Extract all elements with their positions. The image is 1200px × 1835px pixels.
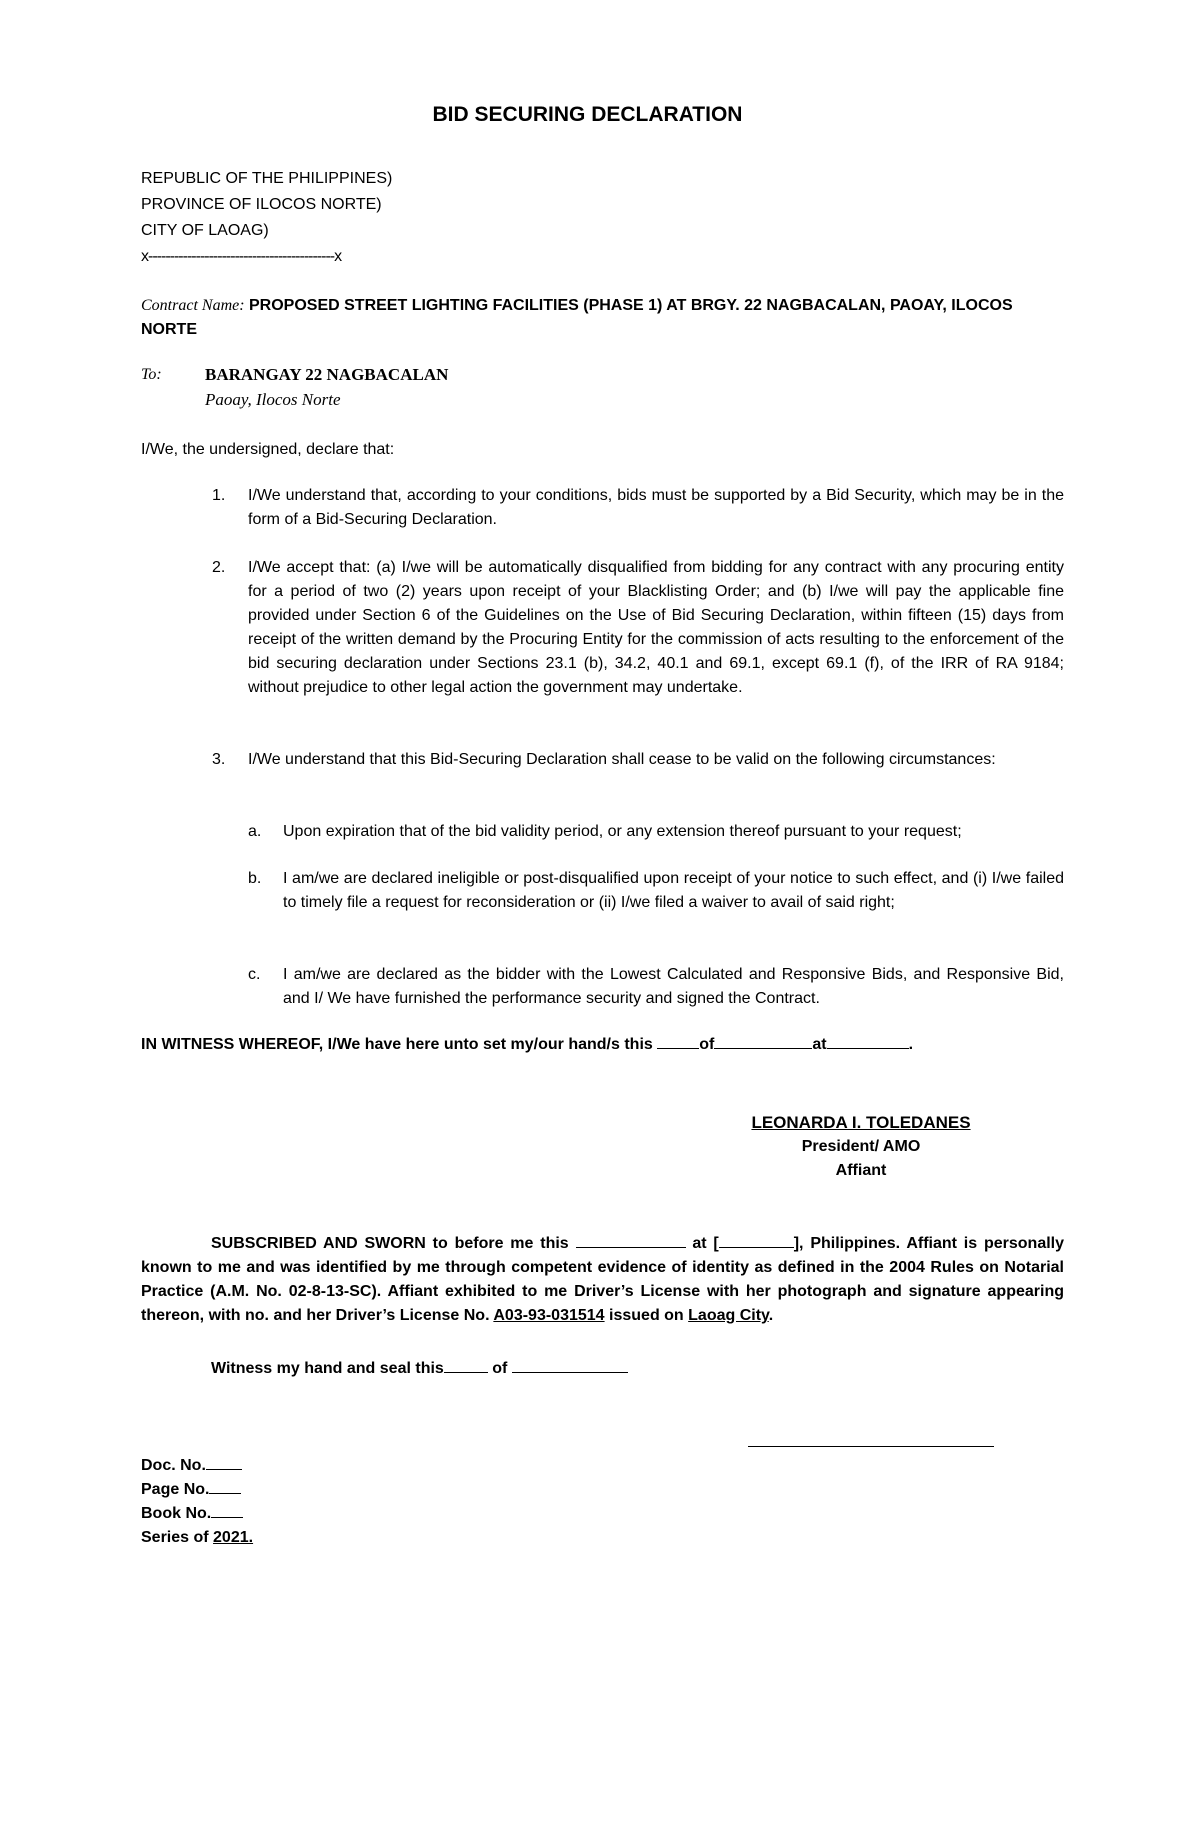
seal-of: of [492,1360,508,1377]
witness-of: of [699,1036,715,1053]
jurat-place-blank[interactable] [719,1232,794,1248]
notary-signature-line [748,1446,994,1447]
doc-number [141,1454,242,1478]
witness-clause [141,1033,913,1057]
jurat-text: SUBSCRIBED AND SWORN to before me this [211,1235,576,1252]
affiant-name: LEONARDA I. TOLEDANES [751,1113,971,1132]
contract-value: PROPOSED STREET LIGHTING FACILITIES (PHASE 1) AT BRGY. 22 NAGBACALAN, PAOAY, ILOCOS NORTE [141,297,1013,338]
item-number: 3. [212,751,226,768]
series-year: 2021. [213,1529,254,1546]
page-number-blank[interactable] [209,1478,241,1494]
seal-day-blank[interactable] [444,1357,488,1373]
place-blank[interactable] [827,1033,909,1049]
jurat-paragraph [141,1232,1064,1328]
book-number-label: Book No. [141,1505,212,1522]
document-title: BID SECURING DECLARATION [432,103,743,126]
list-item: I/We understand that this Bid-Securing Declaration shall cease to be valid on the following circumstances: [248,751,996,768]
license-number: A03-93-031514 [493,1307,605,1324]
series-label: Series of [141,1529,214,1546]
doc-number-blank[interactable] [206,1454,242,1470]
affiant-role: Affiant [835,1162,887,1179]
subitem-label: a. [248,823,262,840]
to-label: To: [141,366,162,383]
subitem: I am/we are declared as the bidder with the Lowest Calculated and Responsive Bids, and Responsive Bid, and I/ We have furnished the performance security and signed the Contract. [283,966,1064,1007]
witness-end: . [908,1036,914,1053]
header-country: REPUBLIC OF THE PHILIPPINES) [141,170,393,187]
header-divider: x-------------------------------------------x [141,248,342,265]
item-number: 1. [212,487,226,504]
jurat-date-blank[interactable] [576,1232,686,1248]
subitem-label: b. [248,870,262,887]
header-province: PROVINCE OF ILOCOS NORTE) [141,196,382,213]
day-blank[interactable] [657,1033,699,1049]
book-number [141,1502,243,1526]
page-number-label: Page No. [141,1481,210,1498]
series [141,1526,253,1550]
item-number: 2. [212,559,226,576]
jurat-text: issued on [604,1307,689,1324]
jurat-text: . [768,1307,774,1324]
subitem: I am/we are declared ineligible or post-disqualified upon receipt of your notice to such effect, and (i) I/we failed to timely file a request for reconsideration or (ii) I/we filed a waiver to avail of said right; [283,870,1064,911]
month-blank[interactable] [714,1033,812,1049]
seal-text: Witness my hand and seal this [211,1360,444,1377]
list-item: I/We understand that, according to your conditions, bids must be supported by a Bid Security, which may be in the form of a Bid-Securing Declaration. [248,487,1064,528]
witness-text: IN WITNESS WHEREOF, I/We have here unto set my/our hand/s this [141,1036,658,1053]
book-number-blank[interactable] [211,1502,243,1518]
subitem-label: c. [248,966,261,983]
contract-name [141,294,1064,342]
recipient-address: Paoay, Ilocos Norte [205,390,341,409]
seal-month-blank[interactable] [512,1357,628,1373]
affiant-title: President/ AMO [801,1138,921,1155]
seal-line [211,1357,628,1381]
witness-at: at [812,1036,827,1053]
recipient-name: BARANGAY 22 NAGBACALAN [205,365,449,384]
page-number [141,1478,241,1502]
jurat-text: ], Philippines. Affiant is personally known to me and was identified by me through competent evidence of identity as defined in the 2004 Rules on Notarial Practice (A.M. No. 02-8-13-SC). Affiant exhibited to me Driver’s License with her photograph and signature appearing thereon, with no. and her Driver’s License No. [141,1235,1065,1324]
intro-text: I/We, the undersigned, declare that: [141,441,395,458]
list-item: I/We accept that: (a) I/we will be automatically disqualified from bidding for any contract with any procuring entity for a period of two (2) years upon receipt of your Blacklisting Order; and (b) I/we will pay the applicable fine provided under Section 6 of the Guidelines on the Use of Bid Securing Declaration, within fifteen (15) days from receipt of the written demand by the Procuring Entity for the commission of acts resulting to the enforcement of the bid securing declaration under Sections 23.1 (b), 34.2, 40.1 and 69.1, except 69.1 (f), of the IRR of RA 9184; without prejudice to other legal action the government may undertake. [248,559,1064,696]
contract-label: Contract Name: [141,297,245,314]
header-city: CITY OF LAOAG) [141,222,269,239]
issue-place: Laoag City [688,1307,769,1324]
subitem: Upon expiration that of the bid validity period, or any extension thereof pursuant to your request; [283,823,962,840]
jurat-text: at [ [685,1235,719,1252]
doc-number-label: Doc. No. [141,1457,206,1474]
